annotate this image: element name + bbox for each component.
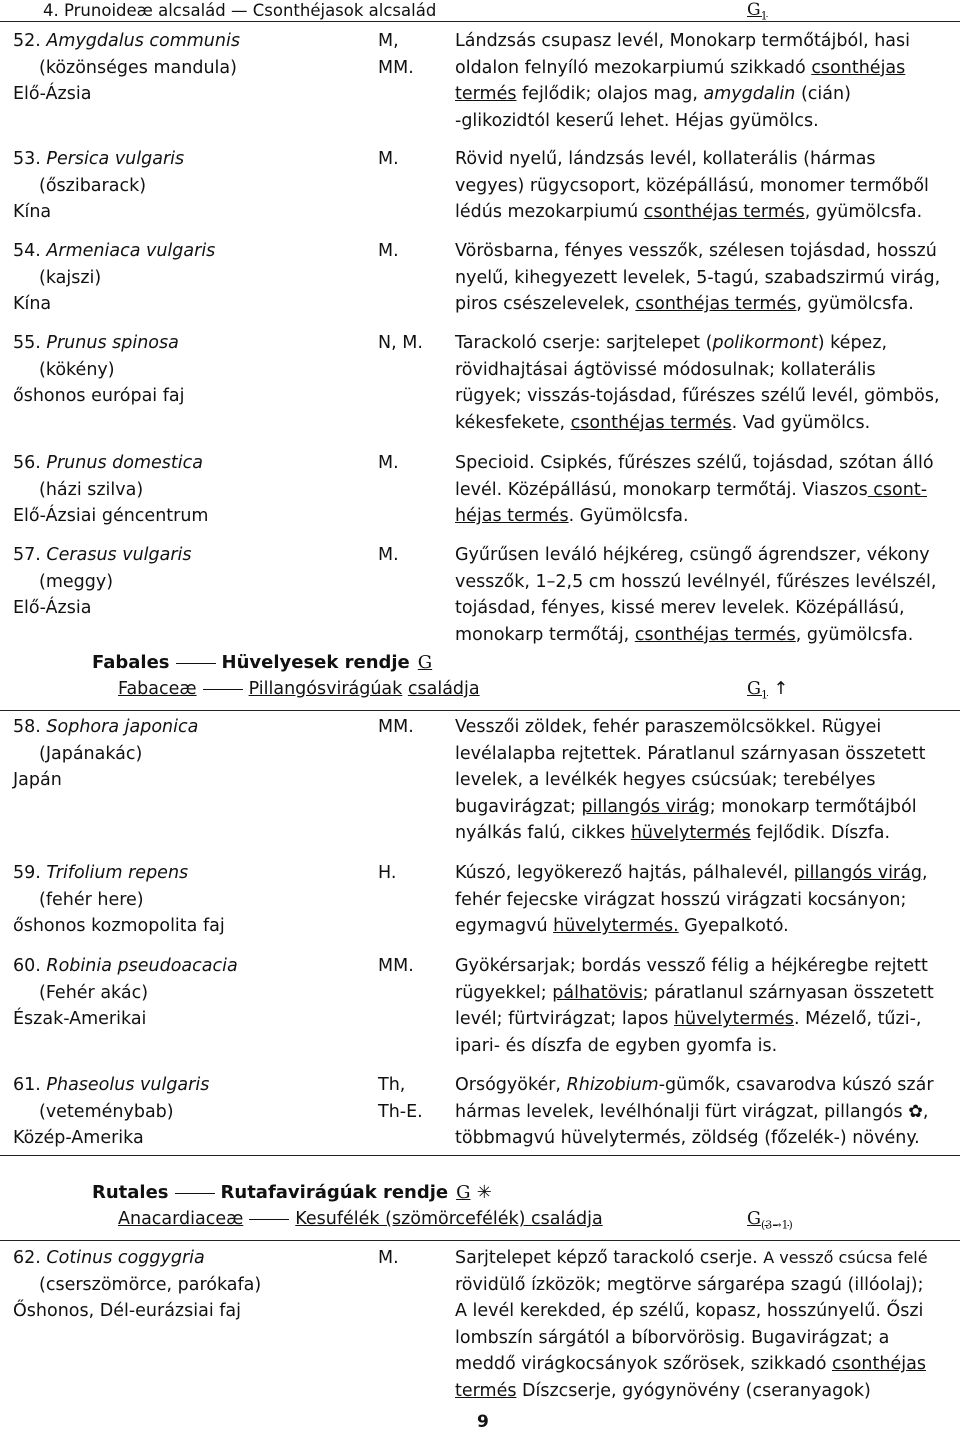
running-header: [0, 0, 960, 22]
species-name-block: 61. Phaseolus vulgaris (veteménybab) Közép-Amerika: [13, 1072, 358, 1152]
description: Lándzsás csupasz levél, Monokarp termőtájból, hasi oldalon felnyíló mezokarpiumú szikkadó csonthéjas termés fejlődik; olajos mag, amygdalin (cián) -glikozidtól keserű lehet. Héjas gyümölcs.: [455, 31, 910, 131]
section-rule: [0, 1155, 960, 1156]
common-name: (cserszömörce, parókafa): [39, 1274, 262, 1295]
arrow-up-icon: ↑: [773, 679, 789, 699]
origin: Kína: [13, 294, 52, 315]
life-form-code: M.: [378, 241, 399, 261]
description: Orsógyökér, Rhizobium-gümők, csavarodva kúszó szár hármas levelek, levélhónalji fürt virágzat, pillangós ✿, többmagvú hüvelytermés, zöldség (főzelék-) növény.: [455, 1075, 934, 1149]
origin: őshonos európai faj: [13, 386, 185, 407]
description: Specioid. Csipkés, fűrészes szélű, tojásdad, szótan álló levél. Középállású, monokarp termőtáj. Viaszos csont- héjas termés. Gyümölcsfa.: [455, 453, 934, 527]
description: Gyűrűsen leváló héjkéreg, csüngő ágrendszer, vékony vesszők, 1–2,5 cm hosszú levélnyél, fűrészes levélszél, tojásdad, fényes, kissé merev levelek. Középállású, monokarp termőtáj, csonthéjas termés, gyümölcsfa.: [455, 545, 937, 645]
description: Tarackoló cserje: sarjtelepet (polikormont) képez, rövidhajtásai ágtövissé módosulnak; kollaterális rügyek; visszás-tojásdad, fűrészes szélű levél, gömbös, kékesfekete, csonthéjas termés. Vad gyümölcs.: [455, 333, 940, 433]
description: Sarjtelepet képző tarackoló cserje. A vessző csúcsa felé rövidülő ízközök; megtörve sárgarépa szagú (illóolaj); A levél kerekded, ép szélű, kopasz, hosszúnyelű. Őszi lombszín sárgától a bíborvörösig. Bugavirágzat; a meddő virágkocsányok szőrösek, szikkadó csonthéjas termés Díszcserje, gyógynövény (cseranyagok): [455, 1248, 928, 1401]
origin: Közép-Amerika: [13, 1128, 144, 1149]
species-name-block: 58. Sophora japonica (Japánakác) Japán: [13, 714, 358, 794]
life-form-code: H.: [378, 863, 397, 883]
species-name-block: 53. Persica vulgaris (őszibarack) Kína: [13, 146, 358, 226]
life-form-code: MM.: [378, 717, 414, 737]
origin: Elő-Ázsia: [13, 598, 92, 619]
floral-formula: G: [417, 652, 433, 673]
description: Gyökérsarjak; bordás vessző félig a héjkéregbe rejtett rügyekkel; pálhatövis; páratlanul szárnyasan összetett levél; fürtvirágzat; lapos hüvelytermés. Mézelő, tűzi-, ipari- és díszfa de egyben gyomfa is.: [455, 956, 934, 1056]
life-form-code: Th, Th-E.: [378, 1075, 423, 1122]
common-name: (fehér here): [39, 889, 144, 910]
scientific-name: Trifolium repens: [46, 863, 189, 883]
life-form-code: M.: [378, 545, 399, 565]
header-formula: $G_1$: [747, 0, 768, 23]
species-name-block: 62. Cotinus coggygria (cserszömörce, parókafa) Őshonos, Dél-eurázsiai faj: [13, 1245, 358, 1325]
header-title: 4. Prunoideæ alcsalád — Csonthéjasok alcsalád: [43, 1, 437, 20]
common-name: (közönséges mandula): [39, 57, 237, 78]
section-rule: [0, 1240, 960, 1241]
life-form-code: M, MM.: [378, 31, 414, 78]
scientific-name: Phaseolus vulgaris: [46, 1075, 210, 1095]
scientific-name: Cotinus coggygria: [46, 1248, 205, 1268]
scientific-name: Prunus spinosa: [46, 333, 179, 353]
description: Kúszó, legyökerező hajtás, pálhalevél, pillangós virág, fehér fejecske virágzat hosszú virágzati kocsányon; egymagvú hüvelytermés. Gyepalkotó.: [455, 863, 928, 937]
origin: Elő-Ázsia: [13, 84, 92, 105]
species-name-block: 52. Amygdalus communis (közönséges mandula) Elő-Ázsia: [13, 28, 358, 108]
family-formula: $G_{(3\to 1)}$: [747, 1209, 793, 1232]
origin: őshonos kozmopolita faj: [13, 916, 225, 937]
flower-symbol-icon: ✿: [908, 1101, 923, 1122]
section-rule: [0, 710, 960, 711]
species-name-block: 55. Prunus spinosa (kökény) őshonos európai faj: [13, 330, 358, 410]
origin: Kína: [13, 202, 52, 223]
life-form-code: M.: [378, 453, 399, 473]
origin: Őshonos, Dél-eurázsiai faj: [13, 1301, 241, 1322]
life-form-code: M.: [378, 149, 399, 169]
page-number: 9: [477, 1412, 489, 1432]
scientific-name: Armeniaca vulgaris: [46, 241, 216, 261]
species-name-block: 59. Trifolium repens (fehér here) őshonos kozmopolita faj: [13, 860, 358, 940]
origin: Észak-Amerikai: [13, 1009, 147, 1030]
common-name: (Japánakác): [39, 743, 143, 764]
life-form-code: N, M.: [378, 333, 423, 353]
scientific-name: Cerasus vulgaris: [46, 545, 192, 565]
scientific-name: Prunus domestica: [46, 453, 203, 473]
family-formula: $G_1$ ↑: [747, 679, 789, 702]
common-name: (meggy): [39, 571, 114, 592]
species-name-block: 60. Robinia pseudoacacia (Fehér akác) Észak-Amerikai: [13, 953, 358, 1033]
common-name: (őszibarack): [39, 175, 147, 196]
life-form-code: M.: [378, 1248, 399, 1268]
star-symbol-icon: ✳: [476, 1182, 492, 1203]
species-name-block: 54. Armeniaca vulgaris (kajszi) Kína: [13, 238, 358, 318]
order-heading: Rutales Rutafavirágúak rendje G ✳: [92, 1182, 492, 1203]
floral-formula: G: [456, 1182, 471, 1203]
description: Rövid nyelű, lándzsás levél, kollaterális (hármas vegyes) rügycsoport, középállású, monomer termőből lédús mezokarpiumú csonthéjas termés, gyümölcsfa.: [455, 149, 929, 223]
common-name: (Fehér akác): [39, 982, 149, 1003]
scientific-name: Persica vulgaris: [46, 149, 185, 169]
common-name: (kajszi): [39, 267, 102, 288]
description: Vörösbarna, fényes vesszők, szélesen tojásdad, hosszú nyelű, kihegyezett levelek, 5-tagú, szabadszirmú virág, piros csészelevelek, csonthéjas termés, gyümölcsfa.: [455, 241, 941, 315]
scientific-name: Sophora japonica: [46, 717, 199, 737]
common-name: (házi szilva): [39, 479, 144, 500]
order-heading: Fabales Hüvelyesek rendje G: [92, 652, 433, 673]
origin: Elő-Ázsiai géncentrum: [13, 506, 209, 527]
header-rule: [0, 21, 960, 22]
family-heading: Anacardiaceæ Kesufélék (szömörcefélék) családja: [118, 1209, 603, 1229]
scientific-name: Robinia pseudoacacia: [46, 956, 238, 976]
species-name-block: 56. Prunus domestica (házi szilva) Elő-Ázsiai géncentrum: [13, 450, 358, 530]
common-name: (kökény): [39, 359, 115, 380]
family-heading: Fabaceæ Pillangósvirágúak családja: [118, 679, 480, 699]
common-name: (veteménybab): [39, 1101, 174, 1122]
species-name-block: 57. Cerasus vulgaris (meggy) Elő-Ázsia: [13, 542, 358, 622]
scientific-name: Amygdalus communis: [46, 31, 240, 51]
description: Vesszői zöldek, fehér paraszemölcsökkel. Rügyei levélalapba rejtettek. Páratlanul szárnyasan összetett levelek, a levélkék hegyes csúcsúak; terebélyes bugavirágzat; pillangós virág; monokarp termőtájból nyálkás falú, cikkes hüvelytermés fejlődik. Díszfa.: [455, 717, 926, 844]
origin: Japán: [13, 770, 62, 791]
life-form-code: MM.: [378, 956, 414, 976]
